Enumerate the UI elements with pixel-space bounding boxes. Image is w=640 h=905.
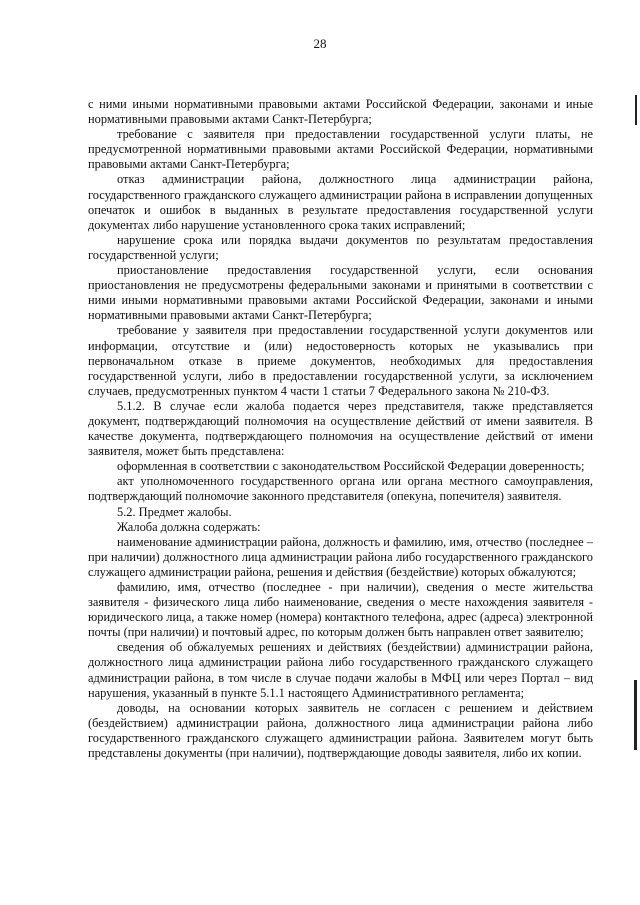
scan-edge-mark xyxy=(634,680,637,750)
paragraph: с ними иными нормативными правовыми актами Российской Федерации, законами и иные нормативными правовыми актами Санкт-Петербурга; xyxy=(88,97,593,127)
paragraph: нарушение срока или порядка выдачи документов по результатам предоставления государственной услуги; xyxy=(88,232,593,262)
paragraph: оформленная в соответствии с законодательством Российской Федерации доверенность; xyxy=(117,459,585,474)
paragraph: 5.2. Предмет жалобы. xyxy=(117,504,232,519)
paragraph: акт уполномоченного государственного органа или органа местного самоуправления, подтверждающий полномочие законного представителя (опекуна, попечителя) заявителя. xyxy=(88,474,593,504)
paragraph: Жалоба должна содержать: xyxy=(117,519,261,534)
paragraph: 5.1.2. В случае если жалоба подается через представителя, также представляется документ, подтверждающий полномочия на осуществление действий от имени заявителя. В качестве документа, подтверждающего полномочия на осуществление действий от имени заявителя, может быть представлена: xyxy=(88,398,593,459)
paragraph: требование у заявителя при предоставлении государственной услуги документов или информации, отсутствие и (или) недостоверность которых не указывались при первоначальном отказе в приеме документов, необходимых для предоставления государственной услуги, либо в предоставлении государственной услуги, за исключением случаев, предусмотренных пунктом 4 части 1 статьи 7 Федерального закона № 210-ФЗ. xyxy=(88,323,593,398)
scan-edge-mark xyxy=(635,95,637,125)
paragraph: наименование администрации района, должность и фамилию, имя, отчество (последнее – при наличии) должностного лица администрации района либо государственного гражданского служащего администрации района, решения и действия (бездействие) которых обжалуются; xyxy=(88,534,593,579)
paragraph: требование с заявителя при предоставлении государственной услуги платы, не предусмотренной нормативными правовыми актами Российской Федерации, нормативными правовыми актами Санкт-Петербурга; xyxy=(88,127,593,172)
paragraph: сведения об обжалуемых решениях и действиях (бездействии) администрации района, должностного лица администрации района либо государственного гражданского служащего администрации района, в том числе в случае подачи жалобы в МФЦ или через Портал – вид нарушения, указанный в пункте 5.1.1 настоящего Административного регламента; xyxy=(88,640,593,700)
paragraph: фамилию, имя, отчество (последнее - при наличии), сведения о месте жительства заявителя - физического лица либо наименование, сведения о месте нахождения заявителя - юридического лица, а также номер (номера) контактного телефона, адрес (адреса) электронной почты (при наличии) и почтовый адрес, по которым должен быть направлен ответ заявителю; xyxy=(88,580,593,640)
paragraph: доводы, на основании которых заявитель не согласен с решением и действием (бездействием) администрации района, должностного лица администрации района либо государственного гражданского служащего администрации района. Заявителем могут быть представлены документы (при наличии), подтверждающие доводы заявителя, либо их копии. xyxy=(88,700,593,761)
paragraph: отказ администрации района, должностного лица администрации района, государственного гражданского служащего администрации района в исправлении допущенных опечаток и ошибок в выданных в результате предоставления государственной услуги документах либо нарушение установленного срока таких исправлений; xyxy=(88,172,593,232)
document-body xyxy=(88,97,593,761)
paragraph: приостановление предоставления государственной услуги, если основания приостановления не предусмотрены федеральными законами и принятыми в соответствии с ними иными нормативными правовыми актами Российской Федерации, законами и иными нормативными правовыми актами Санкт-Петербурга; xyxy=(88,263,593,323)
page-number: 28 xyxy=(313,36,327,51)
